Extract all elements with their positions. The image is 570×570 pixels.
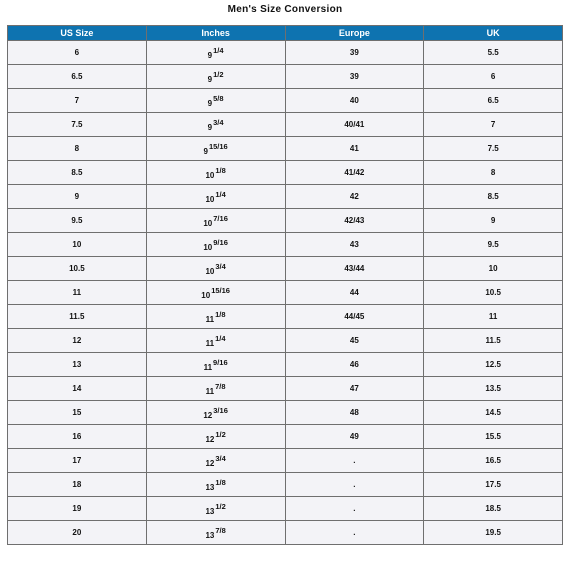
cell-uk: 12.5	[424, 353, 563, 377]
cell-uk: 11.5	[424, 329, 563, 353]
cell-europe: 42/43	[285, 209, 424, 233]
page-title: Men's Size Conversion	[227, 4, 343, 15]
cell-europe: 40/41	[285, 113, 424, 137]
inches-fraction: 7/16	[213, 214, 228, 223]
cell-us-size: 16	[8, 425, 147, 449]
cell-inches	[146, 377, 285, 401]
cell-uk: 5.5	[424, 41, 563, 65]
inches-fraction: 1/8	[215, 478, 226, 487]
cell-uk: 16.5	[424, 449, 563, 473]
cell-inches	[146, 113, 285, 137]
cell-europe: 41	[285, 137, 424, 161]
cell-europe: 46	[285, 353, 424, 377]
inches-whole: 9	[207, 99, 213, 108]
cell-uk: 8.5	[424, 185, 563, 209]
cell-us-size: 9	[8, 185, 147, 209]
table-header-row	[8, 26, 563, 41]
cell-uk: 14.5	[424, 401, 563, 425]
table-row	[8, 209, 563, 233]
cell-us-size: 7.5	[8, 113, 147, 137]
cell-us-size: 11.5	[8, 305, 147, 329]
inches-whole: 11	[205, 387, 215, 396]
cell-uk: 7.5	[424, 137, 563, 161]
inches-whole: 12	[203, 411, 213, 420]
cell-us-size: 9.5	[8, 209, 147, 233]
cell-us-size: 15	[8, 401, 147, 425]
cell-inches	[146, 305, 285, 329]
table-row	[8, 281, 563, 305]
table-row	[8, 449, 563, 473]
cell-europe: 48	[285, 401, 424, 425]
column-header-inches: Inches	[146, 26, 285, 41]
cell-us-size: 19	[8, 497, 147, 521]
cell-uk: 6.5	[424, 89, 563, 113]
cell-europe: .	[285, 449, 424, 473]
inches-fraction: 1/2	[215, 430, 226, 439]
table-row	[8, 521, 563, 545]
cell-europe: .	[285, 521, 424, 545]
cell-inches	[146, 497, 285, 521]
inches-whole: 10	[201, 291, 211, 300]
cell-inches	[146, 281, 285, 305]
column-header-europe: Europe	[285, 26, 424, 41]
cell-uk: 6	[424, 65, 563, 89]
cell-uk: 15.5	[424, 425, 563, 449]
table-row	[8, 113, 563, 137]
cell-inches	[146, 425, 285, 449]
cell-europe: 44	[285, 281, 424, 305]
cell-europe: .	[285, 473, 424, 497]
cell-us-size: 20	[8, 521, 147, 545]
cell-us-size: 10	[8, 233, 147, 257]
inches-whole: 12	[205, 459, 215, 468]
cell-uk: 11	[424, 305, 563, 329]
inches-fraction: 3/16	[213, 406, 228, 415]
cell-us-size: 8	[8, 137, 147, 161]
inches-fraction: 1/2	[215, 502, 226, 511]
inches-fraction: 15/16	[211, 286, 230, 295]
inches-whole: 11	[205, 339, 215, 348]
cell-europe: 39	[285, 65, 424, 89]
cell-europe: 49	[285, 425, 424, 449]
cell-us-size: 8.5	[8, 161, 147, 185]
inches-fraction: 9/16	[213, 358, 228, 367]
cell-us-size: 10.5	[8, 257, 147, 281]
cell-us-size: 18	[8, 473, 147, 497]
cell-us-size: 14	[8, 377, 147, 401]
inches-whole: 9	[207, 51, 213, 60]
cell-inches	[146, 449, 285, 473]
cell-europe: 43	[285, 233, 424, 257]
inches-whole: 9	[203, 147, 208, 156]
inches-fraction: 3/4	[215, 454, 226, 463]
inches-fraction: 1/4	[215, 190, 226, 199]
table-row	[8, 425, 563, 449]
inches-whole: 10	[205, 195, 215, 204]
inches-whole: 9	[207, 75, 213, 84]
inches-fraction: 5/8	[213, 94, 224, 103]
cell-uk: 13.5	[424, 377, 563, 401]
cell-us-size: 6.5	[8, 65, 147, 89]
table-row	[8, 473, 563, 497]
table-row	[8, 161, 563, 185]
inches-fraction: 1/2	[213, 70, 224, 79]
cell-inches	[146, 209, 285, 233]
cell-inches	[146, 353, 285, 377]
inches-whole: 10	[205, 171, 215, 180]
cell-inches	[146, 257, 285, 281]
table-row	[8, 41, 563, 65]
inches-whole: 10	[203, 219, 213, 228]
inches-whole: 9	[207, 123, 213, 132]
table-row	[8, 353, 563, 377]
cell-inches	[146, 521, 285, 545]
inches-fraction: 9/16	[213, 238, 228, 247]
inches-fraction: 3/4	[215, 262, 226, 271]
cell-uk: 10.5	[424, 281, 563, 305]
cell-uk: 10	[424, 257, 563, 281]
column-header-us-size: US Size	[8, 26, 147, 41]
cell-us-size: 13	[8, 353, 147, 377]
cell-uk: 9.5	[424, 233, 563, 257]
inches-whole: 10	[205, 267, 215, 276]
cell-europe: 45	[285, 329, 424, 353]
cell-uk: 8	[424, 161, 563, 185]
cell-uk: 19.5	[424, 521, 563, 545]
table-row	[8, 233, 563, 257]
cell-europe: 44/45	[285, 305, 424, 329]
inches-whole: 13	[205, 507, 215, 516]
cell-uk: 7	[424, 113, 563, 137]
cell-inches	[146, 401, 285, 425]
inches-whole: 11	[203, 363, 213, 372]
table-body	[8, 41, 563, 545]
cell-uk: 17.5	[424, 473, 563, 497]
cell-inches	[146, 161, 285, 185]
inches-fraction: 7/8	[215, 382, 226, 391]
inches-whole: 11	[205, 315, 215, 324]
cell-inches	[146, 329, 285, 353]
cell-uk: 18.5	[424, 497, 563, 521]
inches-fraction: 1/8	[215, 310, 226, 319]
cell-inches	[146, 65, 285, 89]
table-row	[8, 305, 563, 329]
table-row	[8, 89, 563, 113]
inches-fraction: 1/8	[215, 166, 226, 175]
inches-fraction: 15/16	[208, 142, 228, 151]
cell-europe: 47	[285, 377, 424, 401]
cell-inches	[146, 185, 285, 209]
cell-inches	[146, 233, 285, 257]
table-row	[8, 257, 563, 281]
inches-whole: 13	[205, 483, 215, 492]
table-row	[8, 137, 563, 161]
inches-fraction: 1/4	[215, 334, 226, 343]
cell-us-size: 11	[8, 281, 147, 305]
inches-whole: 13	[205, 531, 215, 540]
table-row	[8, 65, 563, 89]
cell-inches	[146, 473, 285, 497]
table-row	[8, 401, 563, 425]
cell-europe: 43/44	[285, 257, 424, 281]
inches-whole: 12	[205, 435, 215, 444]
table-row	[8, 497, 563, 521]
table-row	[8, 329, 563, 353]
cell-europe: 40	[285, 89, 424, 113]
inches-fraction: 7/8	[215, 526, 226, 535]
table-row	[8, 377, 563, 401]
cell-uk: 9	[424, 209, 563, 233]
cell-europe: 42	[285, 185, 424, 209]
cell-inches	[146, 89, 285, 113]
size-conversion-table	[7, 25, 563, 545]
inches-whole: 10	[203, 243, 213, 252]
column-header-uk: UK	[424, 26, 563, 41]
cell-europe: .	[285, 497, 424, 521]
cell-us-size: 12	[8, 329, 147, 353]
cell-inches	[146, 137, 285, 161]
cell-us-size: 17	[8, 449, 147, 473]
table-row	[8, 185, 563, 209]
cell-us-size: 7	[8, 89, 147, 113]
inches-fraction: 3/4	[213, 118, 224, 127]
cell-us-size: 6	[8, 41, 147, 65]
cell-europe: 41/42	[285, 161, 424, 185]
cell-inches	[146, 41, 285, 65]
cell-europe: 39	[285, 41, 424, 65]
inches-fraction: 1/4	[213, 46, 224, 55]
